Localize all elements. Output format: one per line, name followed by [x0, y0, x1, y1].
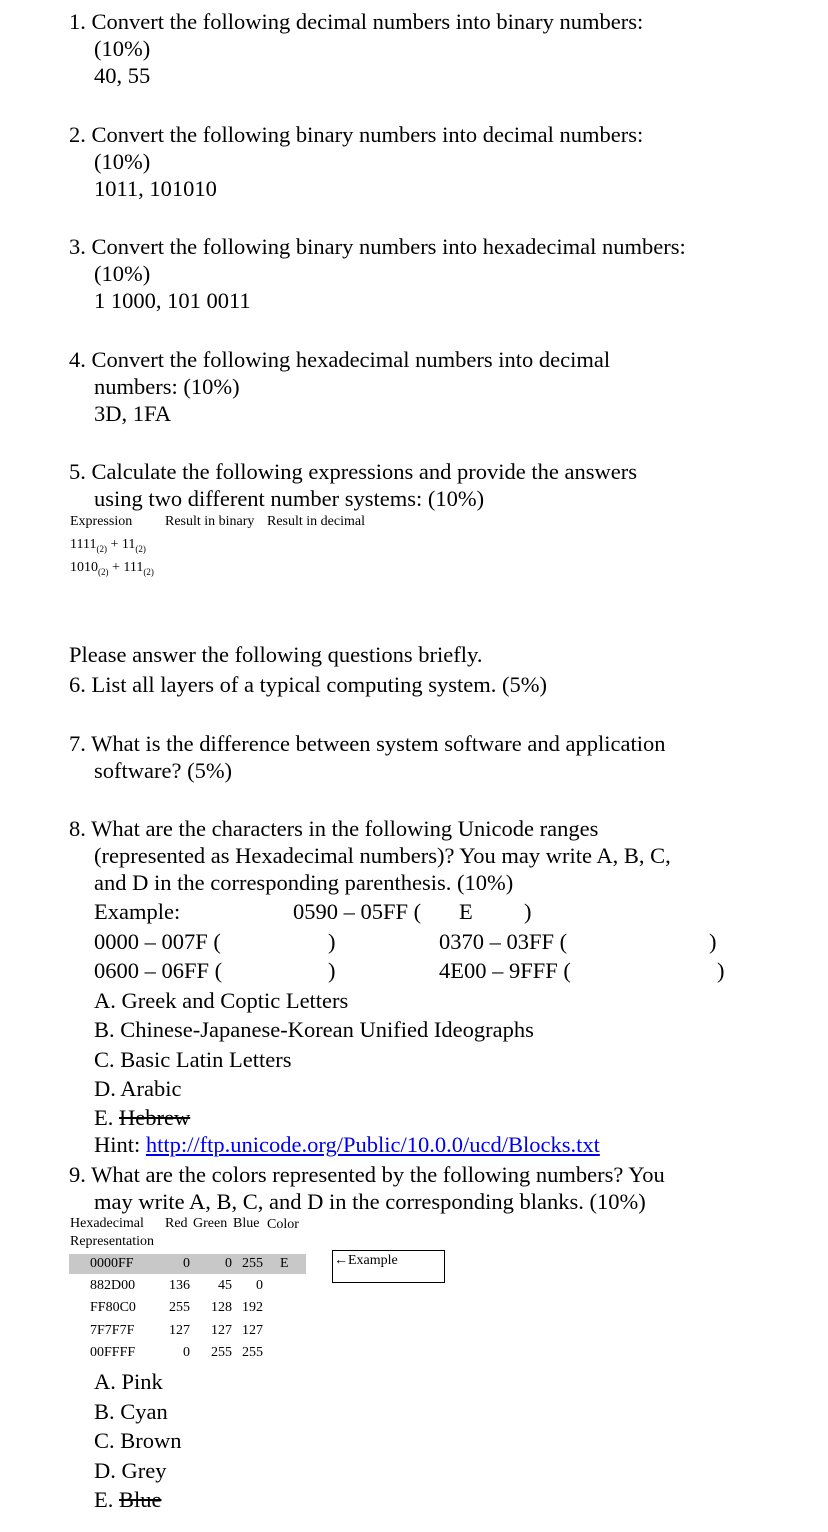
- green-cell: 127: [211, 1323, 232, 1338]
- q9-option-c: C. Brown: [94, 1428, 182, 1453]
- q9-header-green: Green: [193, 1216, 228, 1231]
- operand: 111: [123, 560, 144, 575]
- hex-cell: FF80C0: [90, 1300, 136, 1315]
- q5-header-decimal: Result in decimal: [267, 514, 365, 529]
- operand: 1111: [70, 537, 97, 552]
- blue-cell: 255: [242, 1256, 263, 1271]
- q5-line2: using two different number systems: (10%): [94, 486, 485, 511]
- q8-option-c: C. Basic Latin Letters: [94, 1047, 292, 1072]
- q9-line1: 9. What are the colors represented by the following numbers? You: [69, 1162, 665, 1187]
- q7-line1: 7. What is the difference between system software and application: [69, 731, 666, 756]
- q4-values: 3D, 1FA: [94, 401, 172, 426]
- q8-range-3-close: ): [328, 958, 336, 983]
- section-intro: Please answer the following questions briefly.: [69, 642, 483, 667]
- hex-cell: 0000FF: [90, 1256, 134, 1271]
- q8-range-1-close: ): [328, 929, 336, 954]
- green-cell: 255: [211, 1345, 232, 1360]
- red-cell: 0: [183, 1345, 190, 1360]
- q9-option-b: B. Cyan: [94, 1399, 168, 1424]
- q1-line2: (10%): [94, 36, 151, 61]
- option-prefix: E.: [94, 1487, 119, 1512]
- green-cell: 0: [225, 1256, 232, 1271]
- q8-example-answer: E: [459, 899, 473, 924]
- q5-header-expression: Expression: [70, 514, 133, 529]
- color-cell: E: [280, 1256, 289, 1271]
- operator: +: [108, 560, 124, 575]
- green-cell: 128: [211, 1300, 232, 1315]
- operator: +: [106, 537, 122, 552]
- base-subscript: (2): [143, 566, 154, 577]
- q8-option-b: B. Chinese-Japanese-Korean Unified Ideographs: [94, 1017, 534, 1042]
- q9-option-e: [94, 1486, 162, 1513]
- hex-cell: 7F7F7F: [90, 1323, 135, 1338]
- q6-line1: 6. List all layers of a typical computing system. (5%): [69, 672, 548, 697]
- operand: 1010: [70, 560, 98, 575]
- q8-example-close: ): [524, 899, 532, 924]
- q5-header-binary: Result in binary: [165, 514, 255, 529]
- q3-line1: 3. Convert the following binary numbers into hexadecimal numbers:: [69, 234, 686, 259]
- blue-cell: 192: [242, 1300, 263, 1315]
- q1-values: 40, 55: [94, 63, 151, 88]
- q9-option-d: D. Grey: [94, 1458, 167, 1483]
- q2-line1: 2. Convert the following binary numbers into decimal numbers:: [69, 122, 644, 147]
- q4-line2: numbers: (10%): [94, 374, 240, 399]
- q8-range-2: 0370 – 03FF (: [439, 929, 568, 954]
- q9-header-hex2: Representation: [70, 1234, 154, 1249]
- q8-range-4-close: ): [717, 958, 725, 983]
- struck-option-text: Hebrew: [119, 1105, 191, 1130]
- green-cell: 45: [218, 1278, 232, 1293]
- q8-range-2-close: ): [709, 929, 717, 954]
- operand: 11: [121, 537, 136, 552]
- red-cell: 0: [183, 1256, 190, 1271]
- struck-option-text: Blue: [119, 1487, 162, 1512]
- blue-cell: 255: [242, 1345, 263, 1360]
- q9-header-hex: Hexadecimal: [70, 1216, 144, 1231]
- q8-example-label: Example:: [94, 899, 181, 924]
- q5-line1: 5. Calculate the following expressions and provide the answers: [69, 459, 637, 484]
- hint-label: Hint:: [94, 1132, 146, 1157]
- hex-cell: 882D00: [90, 1278, 136, 1293]
- hex-cell: 00FFFF: [90, 1345, 136, 1360]
- q1-line1: 1. Convert the following decimal numbers into binary numbers:: [69, 9, 644, 34]
- base-subscript: (2): [135, 543, 146, 554]
- red-cell: 136: [169, 1278, 190, 1293]
- q3-values: 1 1000, 101 0011: [94, 288, 251, 313]
- q8-option-d: D. Arabic: [94, 1076, 182, 1101]
- q8-line3: and D in the corresponding parenthesis. (10%): [94, 870, 514, 895]
- q8-line2: (represented as Hexadecimal numbers)? You may write A, B, C,: [94, 843, 671, 868]
- q5-expression-2: [70, 560, 154, 580]
- hint-link[interactable]: http://ftp.unicode.org/Public/10.0.0/ucd/Blocks.txt: [145, 1132, 600, 1157]
- blue-cell: 0: [256, 1278, 263, 1293]
- q8-example-range: 0590 – 05FF (: [293, 899, 422, 924]
- q3-line2: (10%): [94, 261, 151, 286]
- base-subscript: (2): [98, 566, 109, 577]
- q8-range-1: 0000 – 007F (: [94, 929, 221, 954]
- option-prefix: E.: [94, 1105, 119, 1130]
- q5-expression-1: [70, 537, 146, 557]
- q9-header-color: Color: [267, 1217, 299, 1232]
- q8-hint: [94, 1131, 600, 1158]
- q9-header-blue: Blue: [233, 1216, 260, 1231]
- example-callout-text: ←Example: [334, 1253, 398, 1268]
- q8-line1: 8. What are the characters in the following Unicode ranges: [69, 816, 599, 841]
- blue-cell: 127: [242, 1323, 263, 1338]
- q8-range-3: 0600 – 06FF (: [94, 958, 223, 983]
- red-cell: 255: [169, 1300, 190, 1315]
- q9-option-a: A. Pink: [94, 1369, 163, 1394]
- q2-line2: (10%): [94, 149, 151, 174]
- red-cell: 127: [169, 1323, 190, 1338]
- q2-values: 1011, 101010: [94, 176, 217, 201]
- q8-range-4: 4E00 – 9FFF (: [439, 958, 571, 983]
- q8-option-a: A. Greek and Coptic Letters: [94, 988, 349, 1013]
- q9-line2: may write A, B, C, and D in the corresponding blanks. (10%): [94, 1189, 646, 1214]
- base-subscript: (2): [96, 543, 107, 554]
- q7-line2: software? (5%): [94, 758, 233, 783]
- q8-option-e: [94, 1104, 190, 1131]
- q9-header-red: Red: [165, 1216, 188, 1231]
- q4-line1: 4. Convert the following hexadecimal numbers into decimal: [69, 347, 611, 372]
